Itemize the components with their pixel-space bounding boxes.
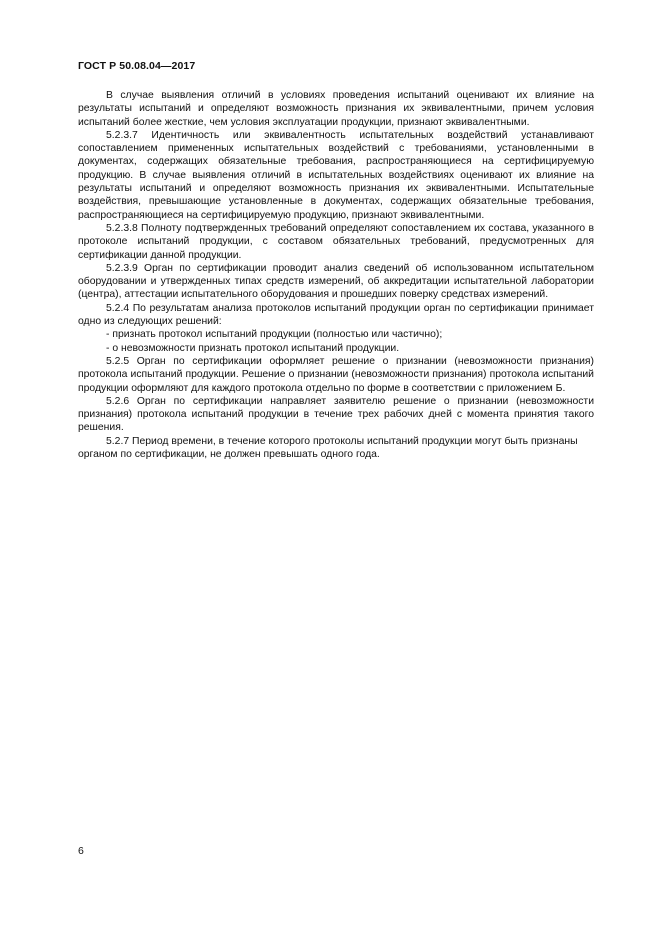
paragraph-5-2-5: 5.2.5 Орган по сертификации оформляет решение о признании (невозможности признания) протокола испытаний продукции. Решение о признании (невозможности признания) протокола испытаний продукции оформляют для каждого протокола отдельно по форме в соответствии с приложением Б. [78, 355, 594, 394]
page-number: 6 [78, 845, 84, 857]
document-header: ГОСТ Р 50.08.04—2017 [78, 60, 196, 72]
paragraph-5-2-7: 5.2.7 Период времени, в течение которого протоколы испытаний продукции могут быть признаны органом по сертификации, не должен превышать одного года. [78, 435, 578, 461]
paragraph-5-2-3-7: 5.2.3.7 Идентичность или эквивалентность испытательных воздействий устанавливают сопоставлением примененных испытательных воздействий с требованиями, установленными в документах, содержащих обязательные требования, распространяющиеся на сертифицируемую продукцию. В случае выявления отличий в испытательных воздействиях оценивают их влияние на результаты испытаний и определяют возможность признания их эквивалентными. Испытательные воздействия, превышающие установленные в документах, содержащих обязательные требования, распространяющиеся на сертифицируемую продукцию, признают эквивалентными. [78, 129, 594, 221]
paragraph-5-2-3-8: 5.2.3.8 Полноту подтвержденных требований определяют сопоставлением их состава, указанного в протоколе испытаний продукции, с составом обязательных требований, предусмотренных для сертификации данной продукции. [78, 222, 594, 261]
paragraph-5-2-6: 5.2.6 Орган по сертификации направляет заявителю решение о признании (невозможности признания) протокола испытаний продукции в течение трех рабочих дней с момента принятия такого решения. [78, 395, 594, 434]
paragraph: В случае выявления отличий в условиях проведения испытаний оценивают их влияние на результаты испытаний и определяют возможность признания их эквивалентными, причем условия испытаний более жесткие, чем условия эксплуатации продукции, признают эквивалентными. [78, 90, 594, 128]
paragraph-5-2-4: 5.2.4 По результатам анализа протоколов испытаний продукции орган по сертификации принимает одно из следующих решений: [78, 302, 594, 328]
paragraph-5-2-3-9: 5.2.3.9 Орган по сертификации проводит анализ сведений об использованном испытательном оборудовании и утвержденных типах средств измерений, об аккредитации испытательной лаборатории (центра), аттестации испытательного оборудования и прошедших поверку средствах измерений. [78, 262, 594, 301]
document-body [78, 89, 594, 461]
list-item: - признать протокол испытаний продукции (полностью или частично); [106, 329, 443, 341]
list-item: - о невозможности признать протокол испытаний продукции. [106, 342, 400, 354]
